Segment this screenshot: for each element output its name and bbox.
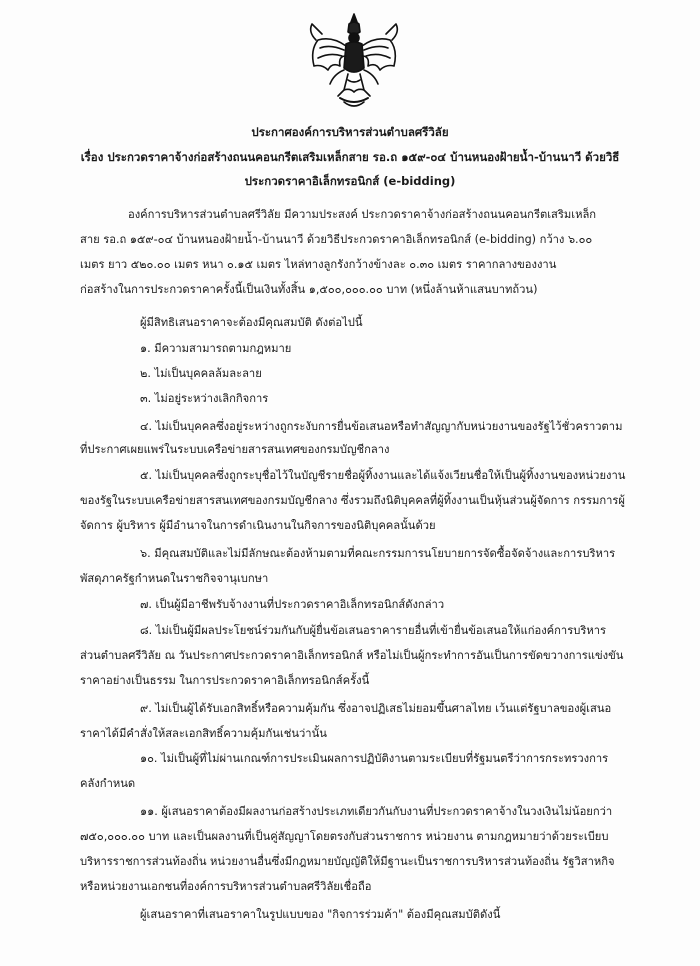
intro-paragraph-line: เมตร ยาว ๕๒๐.๐๐ เมตร หนา ๐.๑๕ เมตร ไหล่ทางลูกรังกว้างข้างละ ๐.๓๐ เมตร ราคากลางของงาน: [80, 258, 557, 271]
qualification-item: ๓. ไม่อยู่ระหว่างเลิกกิจการ: [140, 392, 269, 405]
qualification-item: ๘. ไม่เป็นผู้มีผลประโยชน์ร่วมกันกับผู้ยื่นข้อเสนอราคารายอื่นที่เข้ายื่นข้อเสนอให้แก่องค์การบริหาร: [140, 624, 607, 637]
qualification-item: ๑๑. ผู้เสนอราคาต้องมีผลงานก่อสร้างประเภทเดียวกันกับงานที่ประกวดราคาจ้างในวงเงินไม่น้อยกว่า: [140, 805, 613, 818]
qualification-item: ๔. ไม่เป็นบุคคลซึ่งอยู่ระหว่างถูกระงับการยื่นข้อเสนอหรือทำสัญญากับหน่วยงานของรัฐไว้ชั่วคราวตาม: [140, 420, 623, 433]
qualification-item-continued: ๗๕๐,๐๐๐.๐๐ บาท และเป็นผลงานที่เป็นคู่สัญญาโดยตรงกับส่วนราชการ หน่วยงาน ตามกฎหมายว่าด้วยระเบียบ: [80, 830, 609, 843]
intro-paragraph-line: องค์การบริหารส่วนตำบลศรีวิลัย มีความประสงค์ ประกวดราคาจ้างก่อสร้างถนนคอนกรีตเสริมเหล็ก: [128, 208, 597, 221]
announcement-title: ประกาศองค์การบริหารส่วนตำบลศรีวิลัย: [251, 125, 449, 139]
qualification-item-continued: คลังกำหนด: [80, 777, 136, 790]
qualification-item: ๕. ไม่เป็นบุคคลซึ่งถูกระบุชื่อไว้ในบัญชีรายชื่อผู้ทิ้งงานและได้แจ้งเวียนชื่อให้เป็นผู้ทิ้งงานของหน่วยงาน: [140, 469, 626, 482]
qualification-item-continued: ที่ประกาศเผยแพร่ในระบบเครือข่ายสารสนเทศของกรมบัญชีกลาง: [80, 443, 390, 456]
qualification-item-continued: ส่วนตำบลศรีวิลัย ณ วันประกาศประกวดราคาอิเล็กทรอนิกส์ หรือไม่เป็นผู้กระทำการอันเป็นการขัดขวางการแข่งขัน: [80, 649, 624, 662]
qualification-item-continued: บริหารราชการส่วนท้องถิ่น หน่วยงานอื่นซึ่งมีกฎหมายบัญญัติให้มีฐานะเป็นราชการบริหารส่วนท้องถิ่น รัฐวิสาหกิจ: [80, 855, 615, 868]
qualification-item-continued: ราคาได้มีคำสั่งให้สละเอกสิทธิ์ความคุ้มกันเช่นว่านั้น: [80, 727, 327, 740]
intro-paragraph-line: สาย รอ.ถ ๑๕๙-๐๔ บ้านหนองฝ้ายน้ำ-บ้านนาวี ด้วยวิธีประกวดราคาอิเล็กทรอนิกส์ (e-bidding) กว้าง ๖.๐๐: [80, 233, 593, 246]
garuda-emblem-icon: [304, 10, 404, 114]
qualification-item-continued: จัดการ ผู้บริหาร ผู้มีอำนาจในการดำเนินงานในกิจการของนิติบุคคลนั้นด้วย: [80, 519, 436, 532]
qualification-item-continued: ราคาอย่างเป็นธรรม ในการประกวดราคาอิเล็กทรอนิกส์ครั้งนี้: [80, 674, 370, 687]
qualification-item: ๒. ไม่เป็นบุคคลล้มละลาย: [140, 367, 262, 380]
qualification-item: ๙. ไม่เป็นผู้ได้รับเอกสิทธิ์หรือความคุ้มกัน ซึ่งอาจปฏิเสธไม่ยอมขึ้นศาลไทย เว้นแต่รัฐบาลของผู้เสนอ: [140, 702, 612, 715]
announcement-subject-continued: ประกวดราคาอิเล็กทรอนิกส์ (e-bidding): [244, 174, 456, 188]
announcement-subject: เรื่อง ประกวดราคาจ้างก่อสร้างถนนคอนกรีตเสริมเหล็กสาย รอ.ถ ๑๕๙-๐๔ บ้านหนองฝ้ายน้ำ-บ้านนาวี ด้วยวิธี: [80, 150, 620, 164]
intro-paragraph-line: ก่อสร้างในการประกวดราคาครั้งนี้เป็นเงินทั้งสิ้น ๑,๕๐๐,๐๐๐.๐๐ บาท (หนึ่งล้านห้าแสนบาทถ้วน): [80, 283, 538, 296]
qualification-item: ๖. มีคุณสมบัติและไม่มีลักษณะต้องห้ามตามที่คณะกรรมการนโยบายการจัดซื้อจัดจ้างและการบริหาร: [140, 547, 616, 560]
qualification-item: ๗. เป็นผู้มีอาชีพรับจ้างงานที่ประกวดราคาอิเล็กทรอนิกส์ดังกล่าว: [140, 598, 445, 611]
qualifications-heading: ผู้มีสิทธิเสนอราคาจะต้องมีคุณสมบัติ ดังต่อไปนี้: [140, 316, 363, 329]
qualification-item-continued: หรือหน่วยงานเอกชนที่องค์การบริหารส่วนตำบลศรีวิลัยเชื่อถือ: [80, 880, 372, 893]
qualification-item: ๑. มีความสามารถตามกฎหมาย: [140, 342, 292, 355]
qualification-item-continued: ของรัฐในระบบเครือข่ายสารสนเทศของกรมบัญชีกลาง ซึ่งรวมถึงนิติบุคคลที่ผู้ทิ้งงานเป็นหุ้นส่วนผู้จัดการ กรรมการผู้: [80, 494, 625, 507]
qualification-item-continued: พัสดุภาครัฐกำหนดในราชกิจจานุเบกษา: [80, 572, 269, 585]
joint-venture-heading: ผู้เสนอราคาที่เสนอราคาในรูปแบบของ "กิจการร่วมค้า" ต้องมีคุณสมบัติดังนี้: [140, 908, 501, 921]
qualification-item: ๑๐. ไม่เป็นผู้ที่ไม่ผ่านเกณฑ์การประเมินผลการปฏิบัติงานตามระเบียบที่รัฐมนตรีว่าการกระทรวงการ: [140, 752, 609, 765]
